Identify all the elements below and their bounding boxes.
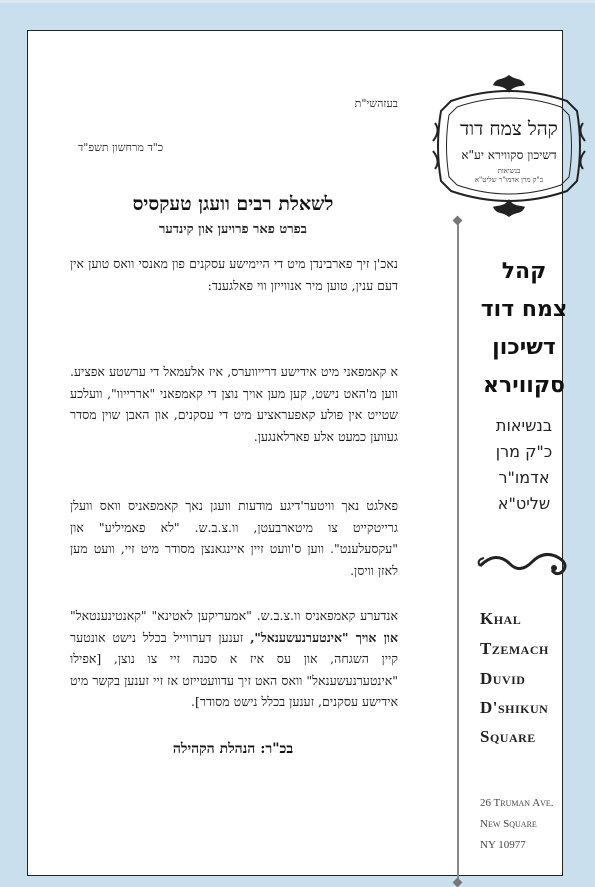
letter-subtitle: בפרט פאר פרויען און קינדער bbox=[159, 222, 307, 237]
divider-bottom-ornament bbox=[453, 878, 463, 887]
paragraph-1: נאכ'ן זיך פארבינדן מיט די היימישע עסקנים פון מאנסי וואס טוען אין דעם ענין, טוען מיר אנווייזן ווי פאלגענד: bbox=[70, 256, 398, 293]
flourish-ornament bbox=[476, 546, 572, 580]
english-name-line-4: D'shikun bbox=[480, 698, 549, 717]
crest-line-1: קהל צמח דוד bbox=[460, 118, 558, 140]
leadership-line-2: כ"ק מרן bbox=[495, 442, 553, 461]
english-name-line-2: Tzemach bbox=[480, 639, 549, 658]
paragraph-2: א קאמפאני מיט אידישע דרייווערס, איז אלעמאל די ערשטע אפציע. ווען מ'האט נישט, קען מען אויך נוצן די קאמפאני "אררייוו", וועלכע שטייט אין פולע קאפעראציע מיט די עסקנים, און האבן שוין מסדר געווען כמעט אלע פארלאנגען. bbox=[70, 364, 398, 444]
hebrew-date: כ"ד מרחשון תשפ"ד bbox=[78, 141, 164, 154]
vertical-divider bbox=[457, 221, 459, 883]
community-crest-logo bbox=[431, 71, 587, 221]
address-state-zip: NY 10977 bbox=[480, 839, 526, 851]
hebrew-name-line-3: דשיכון bbox=[492, 335, 556, 360]
english-name-line-5: Square bbox=[480, 727, 536, 746]
paragraph-4-end: דערווייל בכלל נישט אונטער קיין השגחה, און עס איז א סכנה זיי צו נוצן, [אפילו "אינטערנעשענאל" וואס האט זיך עדוועטייזט אז זיי זענען בקשר מיט אידישע עסקנים, זענען בכלל נישט מסודר]. bbox=[70, 629, 398, 709]
paragraph-4-bold: און אויך "אינטערנעשענאל", bbox=[250, 629, 398, 645]
crest-line-2: דשיכון סקווירא יע"א bbox=[461, 148, 557, 162]
paragraph-4-mid: זענען bbox=[218, 629, 244, 645]
hebrew-name-line-2: צמח דוד bbox=[480, 297, 568, 322]
blessing-line: בעזהשי"ת bbox=[354, 97, 398, 110]
address-street: 26 Truman Ave. bbox=[480, 797, 554, 809]
leadership-line-1: בנשיאות bbox=[495, 416, 553, 435]
paragraph-3: פאלגט נאך וויטער'דיגע מודעות וועגן נאך קאמפאניס וואס וועלן גרייטקייט צו מיטארבעטן, וו.צ.ב.ש. "לא פאמיליע" און "עקסעלענט". ווען ס'וועט זיין איינגאנצן מסודר מיט זיי, וועט מען לאזן וויסן. bbox=[70, 498, 398, 578]
english-name-line-3: Duvid bbox=[480, 669, 526, 688]
hebrew-name-line-1: קהל bbox=[501, 259, 547, 284]
address-town: New Square bbox=[480, 818, 537, 830]
top-edge bbox=[0, 0, 595, 3]
letter-page bbox=[27, 30, 568, 876]
signature: בכ"ר: הנהלת הקהילה bbox=[172, 741, 294, 757]
leadership-line-3: אדמו"ר bbox=[498, 468, 550, 487]
hebrew-name-line-4: סקווירא bbox=[483, 373, 565, 398]
crest-line-3: בנשיאות bbox=[497, 167, 521, 175]
paragraph-4-start: אנדערע קאמפאניס וו.צ.ב.ש. "אמעריקען לאטינא" "קאנטינענטאל" bbox=[70, 608, 398, 623]
crest-line-4: כ"ק מרן אדמו"ר שליט"א bbox=[474, 176, 544, 184]
english-name-line-1: Khal bbox=[480, 609, 522, 628]
letter-title: לשאלת רבים וועגן טעקסיס bbox=[132, 193, 334, 215]
paragraph-4 bbox=[70, 605, 398, 713]
leadership-line-4: שליט"א bbox=[497, 494, 551, 513]
